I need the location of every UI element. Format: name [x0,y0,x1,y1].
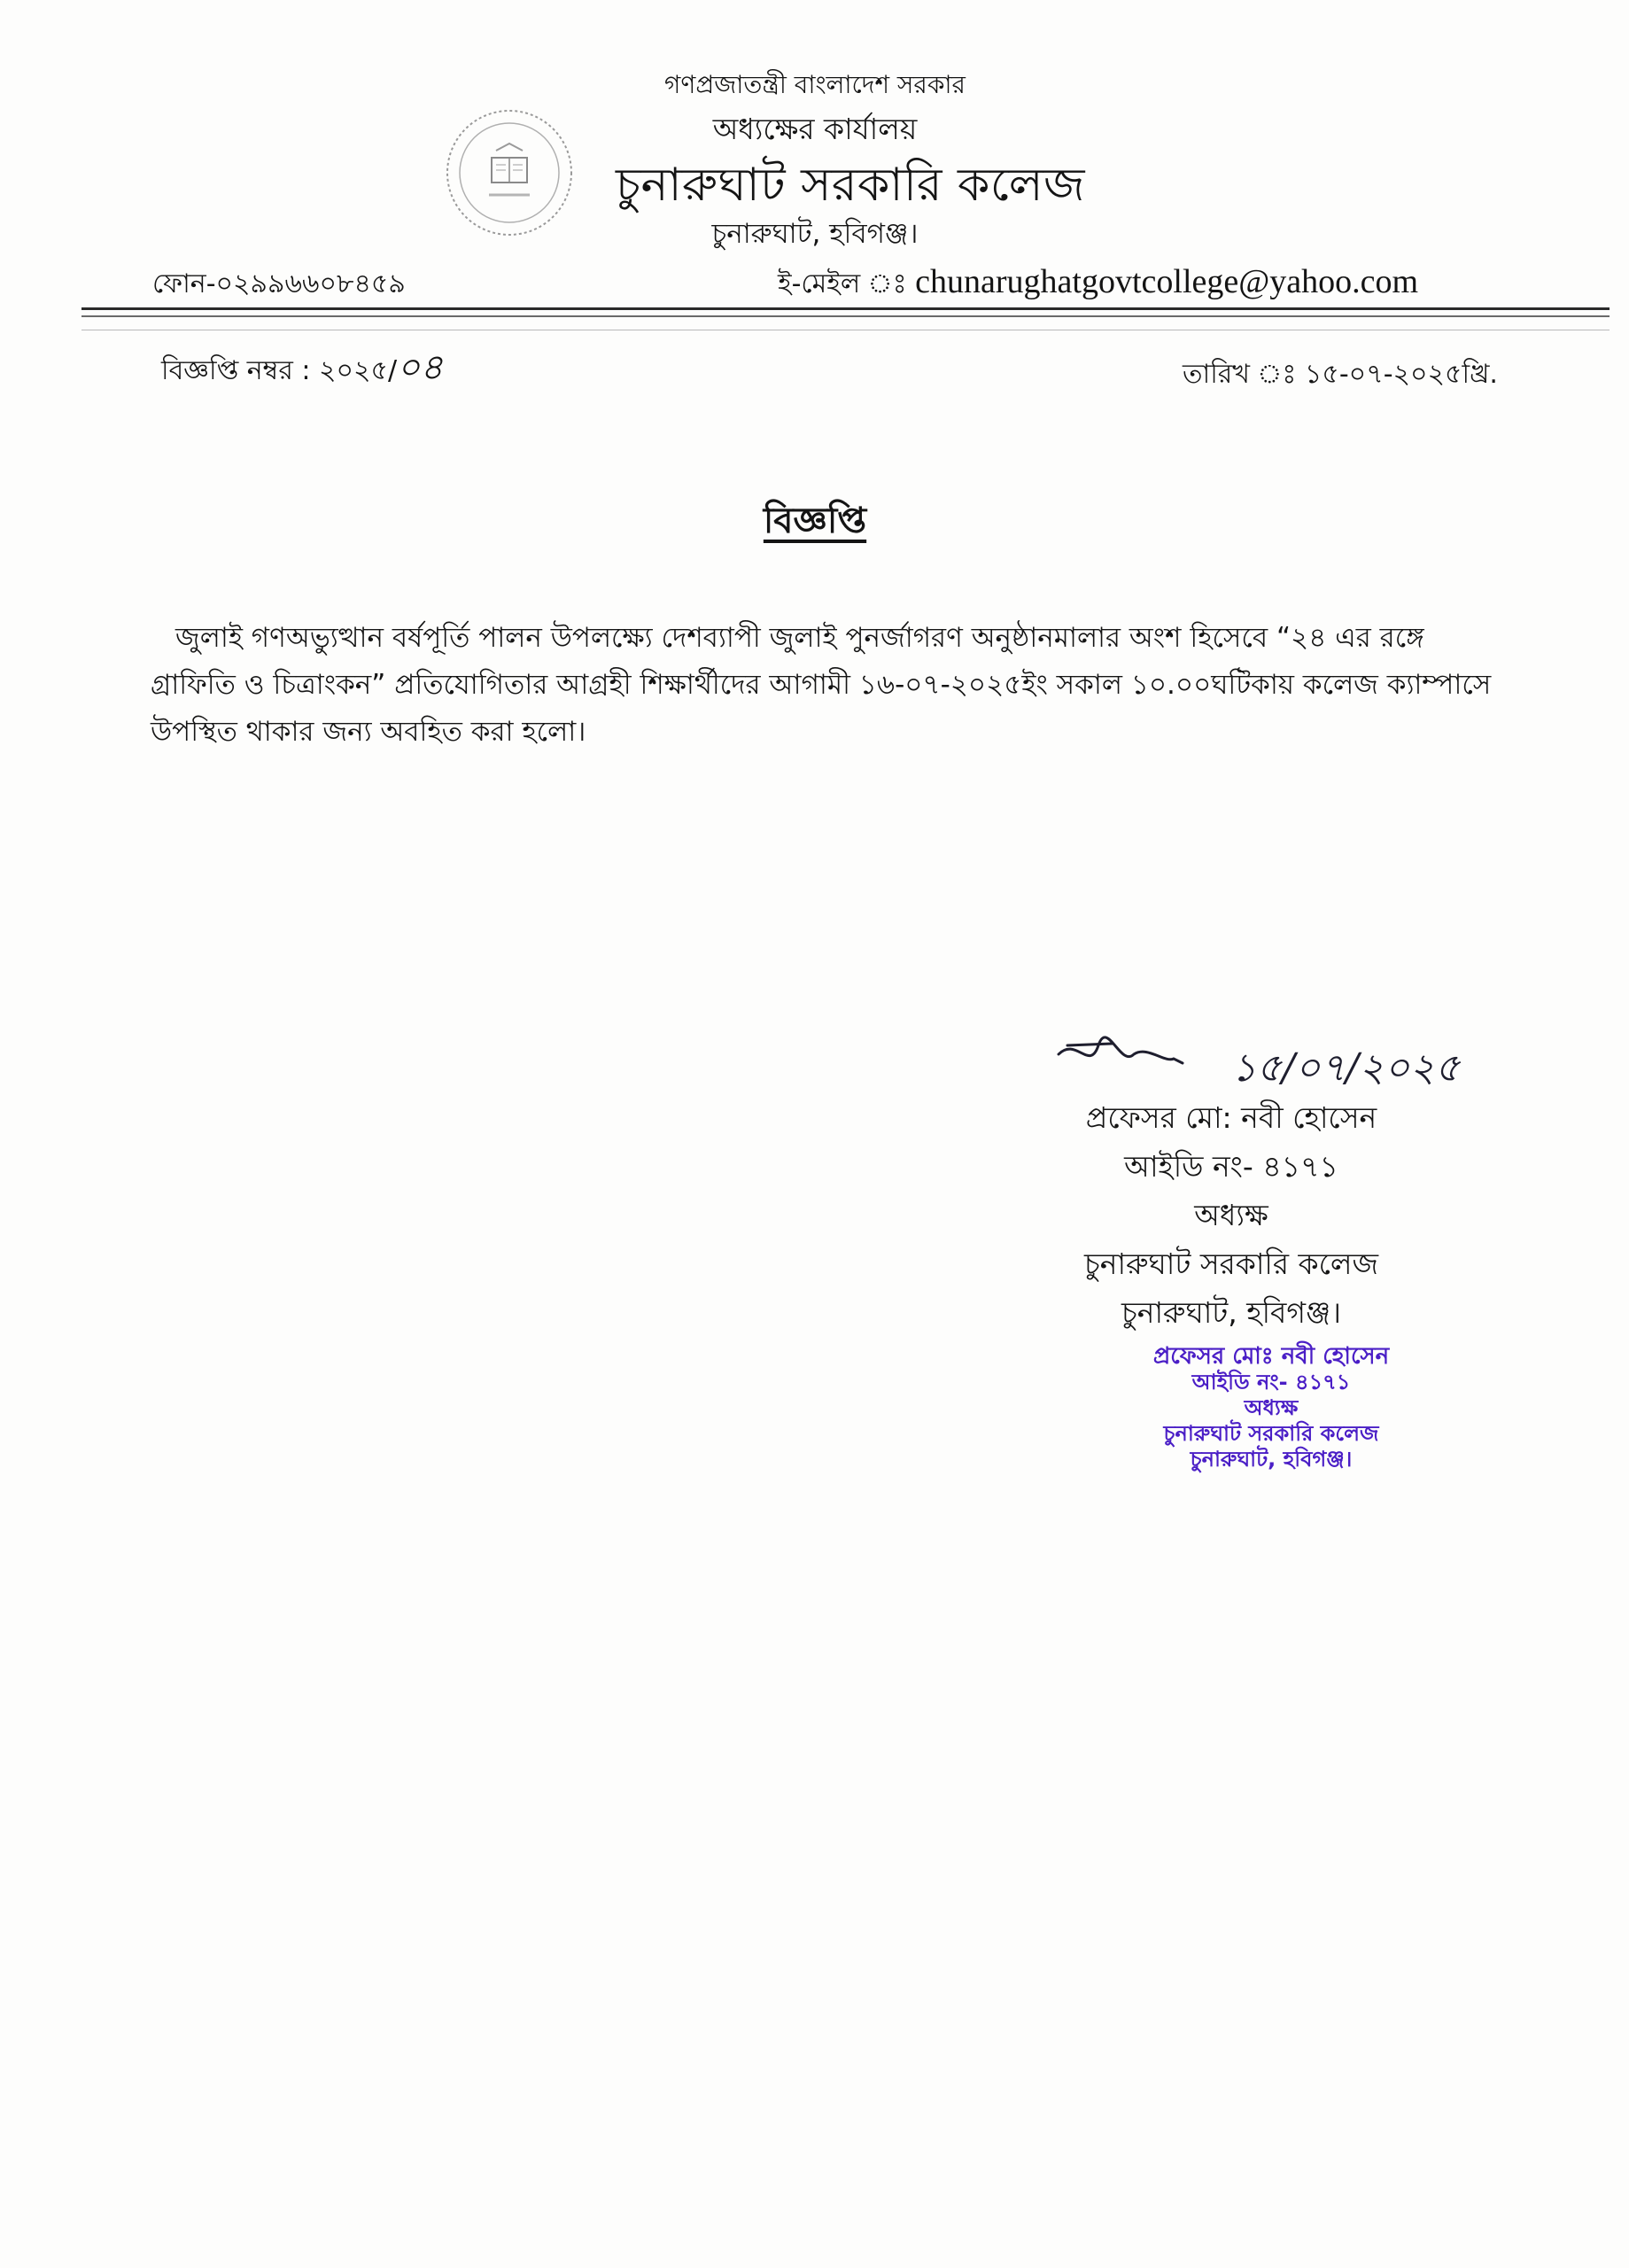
office-title: অধ্যক্ষের কার্যালয় [712,112,918,146]
stamp-location: চুনারুঘাট, হবিগঞ্জ। [1190,1447,1353,1472]
signatory-block [1045,1093,1417,1337]
header-divider [81,307,1610,310]
stamp-college: চুনারুঘাট সরকারি কলেজ [1163,1421,1379,1446]
notice-reference [161,339,443,399]
stamp-name: প্রফেসর মোঃ নবী হোসেন [1152,1343,1390,1370]
signatory-location: চুনারুঘাট, হবিগঞ্জ। [1121,1295,1342,1330]
notice-heading: বিজ্ঞপ্তি [763,501,867,541]
reference-number: ০৪ [397,347,444,388]
college-seal-icon [443,106,576,239]
notice-date: তারিখ ঃ ১৫-০৭-২০২৫খ্রি. [1183,359,1498,390]
phone-number: ফোন-০২৯৯৬৬০৮৪৫৯ [152,268,406,299]
email-address: chunarughatgovtcollege@yahoo.com [915,263,1419,300]
email-label: ই-মেইল ঃ [778,268,907,299]
government-title: গণপ্রজাতন্ত্রী বাংলাদেশ সরকার [664,70,966,99]
notice-body: জুলাই গণঅভ্যুত্থান বর্ষপূর্তি পালন উপলক্ষ্যে দেশব্যাপী জুলাই পুনর্জাগরণ অনুষ্ঠানমালার অংশ হিসেবে “২৪ এর রঙ্গে গ্রাফিতি ও চিত্রাংকন” প্রতিযোগিতার আগ্রহী শিক্ষার্থীদের আগামী ১৬-০৭-২০২৫ইং সকাল ১০.০০ঘটিকায় কলেজ ক্যাম্পাসে উপস্থিত থাকার জন্য অবহিত করা হলো। [151,622,1492,748]
stamp-designation: অধ্যক্ষ [1244,1395,1299,1420]
signatory-name: প্রফেসর মো: নবী হোসেন [1085,1100,1377,1135]
reference-label: বিজ্ঞপ্তি নম্বর : ২০২৫/ [161,355,398,386]
signature-date: ১৫/০৭/২০২৫ [1231,1045,1461,1091]
college-name: চুনারুঘাট সরকারি কলেজ [615,159,1086,212]
signature [1050,1028,1466,1099]
signatory-designation: অধ্যক্ষ [1194,1198,1268,1232]
header-divider-secondary [81,315,1610,317]
stamp-id: আইডি নং- ৪১৭১ [1191,1370,1351,1394]
official-stamp [1125,1344,1417,1472]
email-line [778,262,1418,307]
college-location: চুনারুঘাট, হবিগঞ্জ। [711,218,919,250]
signatory-id: আইডি নং- ৪১৭১ [1124,1149,1338,1184]
signatory-college: চুনারুঘাট সরকারি কলেজ [1084,1247,1378,1281]
